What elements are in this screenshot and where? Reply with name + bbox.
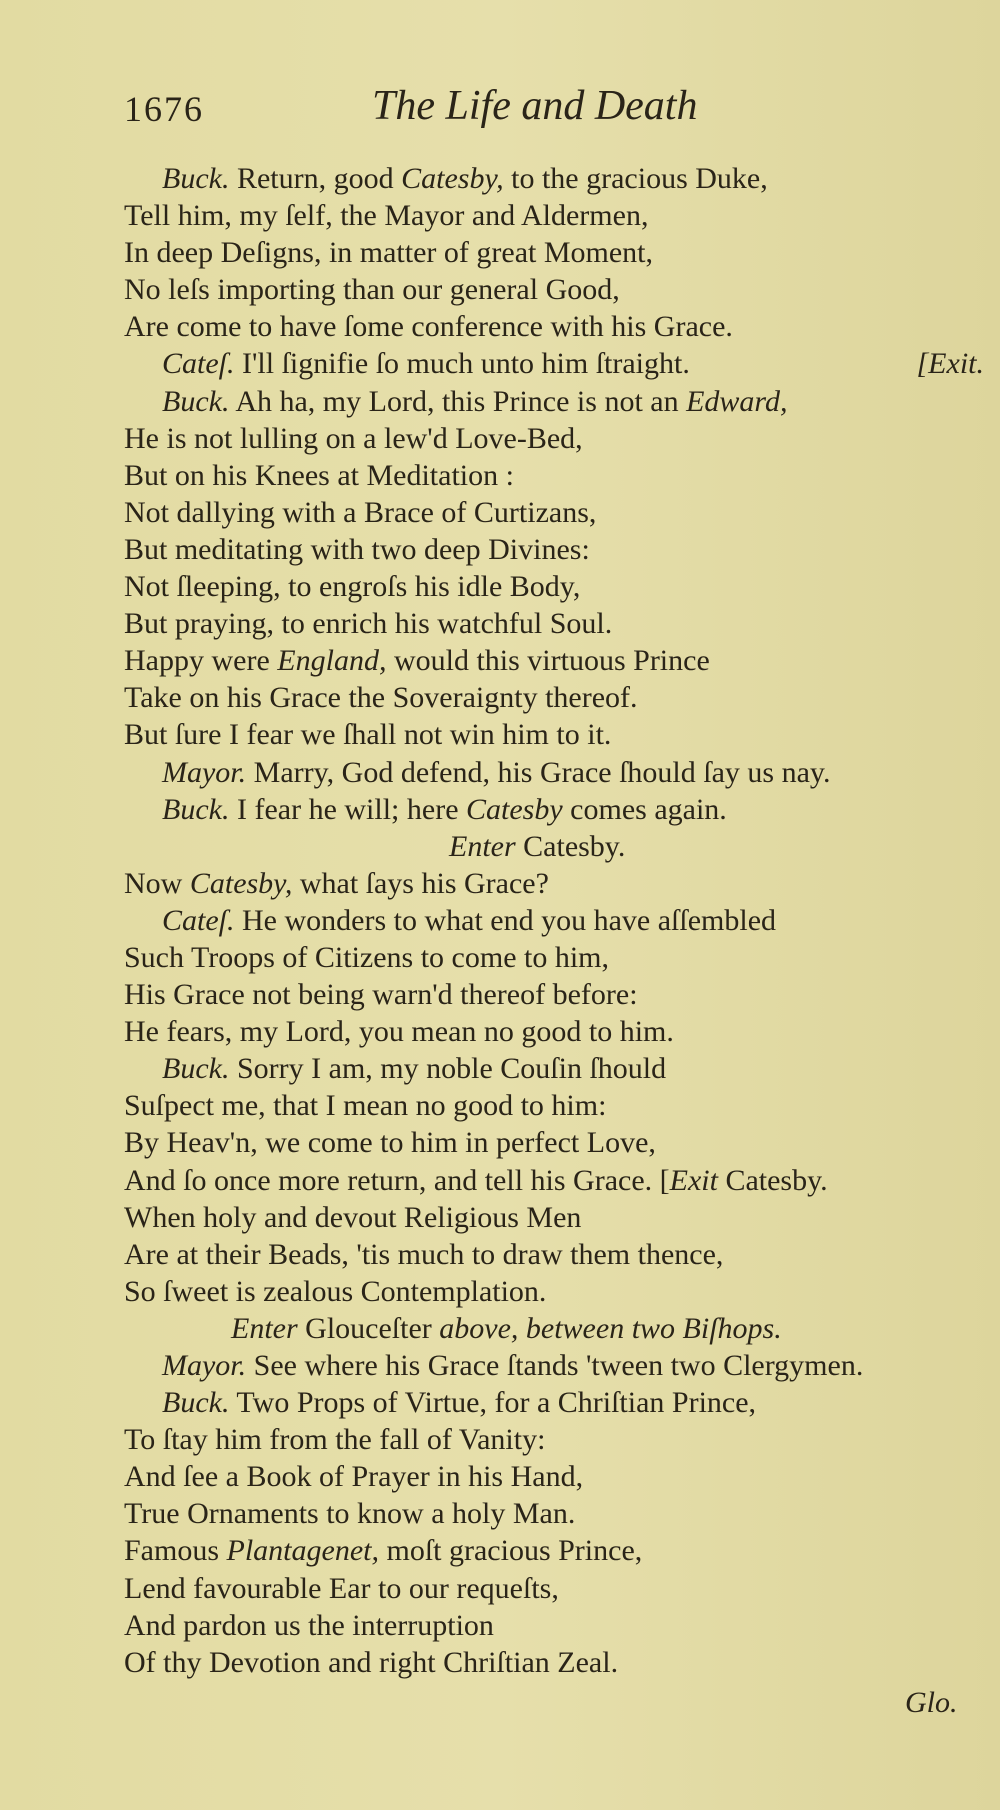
- text-segment: Sorry I am, my noble Couſin ſhould: [229, 1052, 667, 1086]
- italic-text: Cateſ.: [162, 347, 235, 381]
- text-segment: But praying, to enrich his watchful Soul.: [124, 607, 613, 641]
- italic-text: Enter: [449, 829, 516, 863]
- text-segment: what ſays his Grace?: [292, 866, 549, 900]
- text-segment: Not ſleeping, to engroſs his idle Body,: [124, 570, 581, 604]
- text-line: [124, 568, 984, 605]
- text-segment: Catesby.: [515, 829, 626, 863]
- text-line: [124, 1050, 984, 1087]
- text-line: [124, 1384, 984, 1421]
- text-line: [124, 457, 984, 494]
- text-segment: His Grace not being warn'd thereof before:: [124, 978, 638, 1012]
- text-line: [124, 197, 984, 234]
- text-line: [124, 939, 984, 976]
- text-line: [124, 679, 984, 716]
- text-segment: And ſee a Book of Prayer in his Hand,: [124, 1460, 584, 1494]
- text-segment: In deep Deſigns, in matter of great Moment,: [124, 236, 654, 270]
- text-line: [124, 1607, 984, 1644]
- italic-text: Exit: [669, 1163, 718, 1197]
- text-segment: comes again.: [562, 792, 727, 826]
- text-segment: By Heav'n, we come to him in perfect Love,: [124, 1126, 656, 1160]
- text-line: [124, 1644, 984, 1681]
- stage-direction: [124, 1310, 984, 1347]
- text-segment: Not dallying with a Brace of Curtizans,: [124, 495, 597, 529]
- text-segment: When holy and devout Religious Men: [124, 1200, 582, 1234]
- text-segment: Take on his Grace the Soveraignty thereof.: [124, 681, 638, 715]
- text-segment: He fears, my Lord, you mean no good to him.: [124, 1015, 674, 1049]
- text-segment: Glouceſter: [297, 1311, 440, 1345]
- text-segment: To ſtay him from the fall of Vanity:: [124, 1423, 546, 1457]
- text-segment: I fear he will; here: [229, 792, 467, 826]
- text-segment: Return, good: [229, 162, 402, 195]
- text-line: [124, 531, 984, 568]
- text-segment: Are come to have ſome conference with his Grace.: [124, 310, 733, 344]
- italic-text: Buck.: [162, 1386, 230, 1420]
- text-segment: Ah ha, my Lord, this Prince is not an: [229, 384, 687, 418]
- text-segment: Famous: [124, 1534, 227, 1568]
- text-line: [124, 494, 984, 531]
- italic-text: above, between two Biſhops.: [439, 1311, 782, 1345]
- italic-text: Mayor.: [162, 755, 247, 789]
- text-line: [124, 1347, 984, 1384]
- text-segment: True Ornaments to know a holy Man.: [124, 1497, 576, 1531]
- text-line: [124, 420, 984, 457]
- italic-text: Buck.: [162, 792, 230, 826]
- text-segment: Such Troops of Citizens to come to him,: [124, 940, 610, 974]
- text-line: [124, 1458, 984, 1495]
- text-line: [124, 160, 984, 197]
- text-segment: Now: [124, 866, 190, 900]
- text-line: [124, 1013, 984, 1050]
- text-line: [124, 1273, 984, 1310]
- text-line: [124, 642, 984, 679]
- text-line: [124, 716, 984, 753]
- italic-text: Plantagenet,: [226, 1534, 379, 1568]
- catchword: Glo.: [905, 1686, 958, 1719]
- stage-direction: [124, 828, 984, 865]
- text-line: [124, 976, 984, 1013]
- page-number: 1676: [124, 89, 204, 129]
- italic-text: Catesby: [466, 792, 563, 826]
- text-line: [124, 1532, 984, 1569]
- text-segment: And pardon us the interruption: [124, 1608, 494, 1642]
- italic-text: Buck.: [162, 162, 230, 195]
- italic-text: Buck.: [162, 1052, 230, 1086]
- italic-text: Catesby,: [401, 162, 504, 195]
- text-segment: But meditating with two deep Divines:: [124, 532, 590, 566]
- text-line: [124, 234, 984, 271]
- text-line: [124, 605, 984, 642]
- text-segment: would this virtuous Prince: [386, 644, 710, 678]
- text-line: [124, 345, 984, 382]
- text-segment: But ſure I fear we ſhall not win him to it.: [124, 718, 612, 752]
- text-segment: And ſo once more return, and tell his Grace. [: [124, 1163, 670, 1197]
- exit-direction: [Exit.: [916, 347, 984, 381]
- play-text: [124, 160, 984, 1681]
- text-segment: Happy were: [124, 644, 278, 678]
- italic-text: Catesby,: [189, 866, 293, 900]
- text-line: [124, 1495, 984, 1532]
- italic-text: England,: [277, 644, 387, 678]
- text-segment: Two Props of Virtue, for a Chriſtian Prince,: [229, 1386, 757, 1420]
- text-line: [124, 1421, 984, 1458]
- text-line: [124, 271, 984, 308]
- text-line: [124, 865, 984, 902]
- text-segment: He wonders to what end you have aſſembled: [234, 903, 777, 937]
- text-segment: Tell him, my ſelf, the Mayor and Aldermen,: [124, 199, 649, 233]
- text-segment: Are at their Beads, 'tis much to draw them thence,: [124, 1237, 724, 1271]
- italic-text: Mayor.: [162, 1349, 247, 1382]
- text-line: [124, 1087, 984, 1124]
- italic-text: Cateſ.: [162, 903, 235, 937]
- text-line: [124, 1124, 984, 1161]
- text-line: [124, 902, 984, 939]
- text-line: [124, 383, 984, 420]
- text-segment: Marry, God defend, his Grace ſhould ſay us nay.: [246, 755, 831, 789]
- text-segment: But on his Knees at Meditation :: [124, 458, 514, 492]
- running-title: The Life and Death: [372, 83, 698, 129]
- text-segment: Catesby.: [717, 1163, 828, 1197]
- text-segment: See where his Grace ſtands 'tween two Clergymen.: [246, 1349, 864, 1382]
- text-segment: Of thy Devotion and right Chriſtian Zeal.: [124, 1645, 619, 1679]
- text-line: [124, 308, 984, 345]
- italic-text: Edward,: [686, 384, 788, 418]
- italic-text: Enter: [231, 1311, 298, 1345]
- text-line: [124, 1199, 984, 1236]
- text-segment: No leſs importing than our general Good,: [124, 273, 620, 307]
- text-line: [124, 1162, 984, 1199]
- text-segment: Suſpect me, that I mean no good to him:: [124, 1089, 607, 1123]
- text-line: [124, 1570, 984, 1607]
- text-segment: moſt gracious Prince,: [378, 1534, 643, 1568]
- italic-text: Buck.: [162, 384, 230, 418]
- text-segment: I'll ſignifie ſo much unto him ſtraight.: [234, 347, 690, 381]
- text-segment: He is not lulling on a lew'd Love-Bed,: [124, 421, 583, 455]
- text-line: [124, 1236, 984, 1273]
- text-segment: So ſweet is zealous Contemplation.: [124, 1274, 547, 1308]
- text-segment: Lend favourable Ear to our requeſts,: [124, 1571, 559, 1605]
- text-segment: to the gracious Duke,: [503, 162, 768, 195]
- text-line: [124, 791, 984, 828]
- text-line: [124, 754, 984, 791]
